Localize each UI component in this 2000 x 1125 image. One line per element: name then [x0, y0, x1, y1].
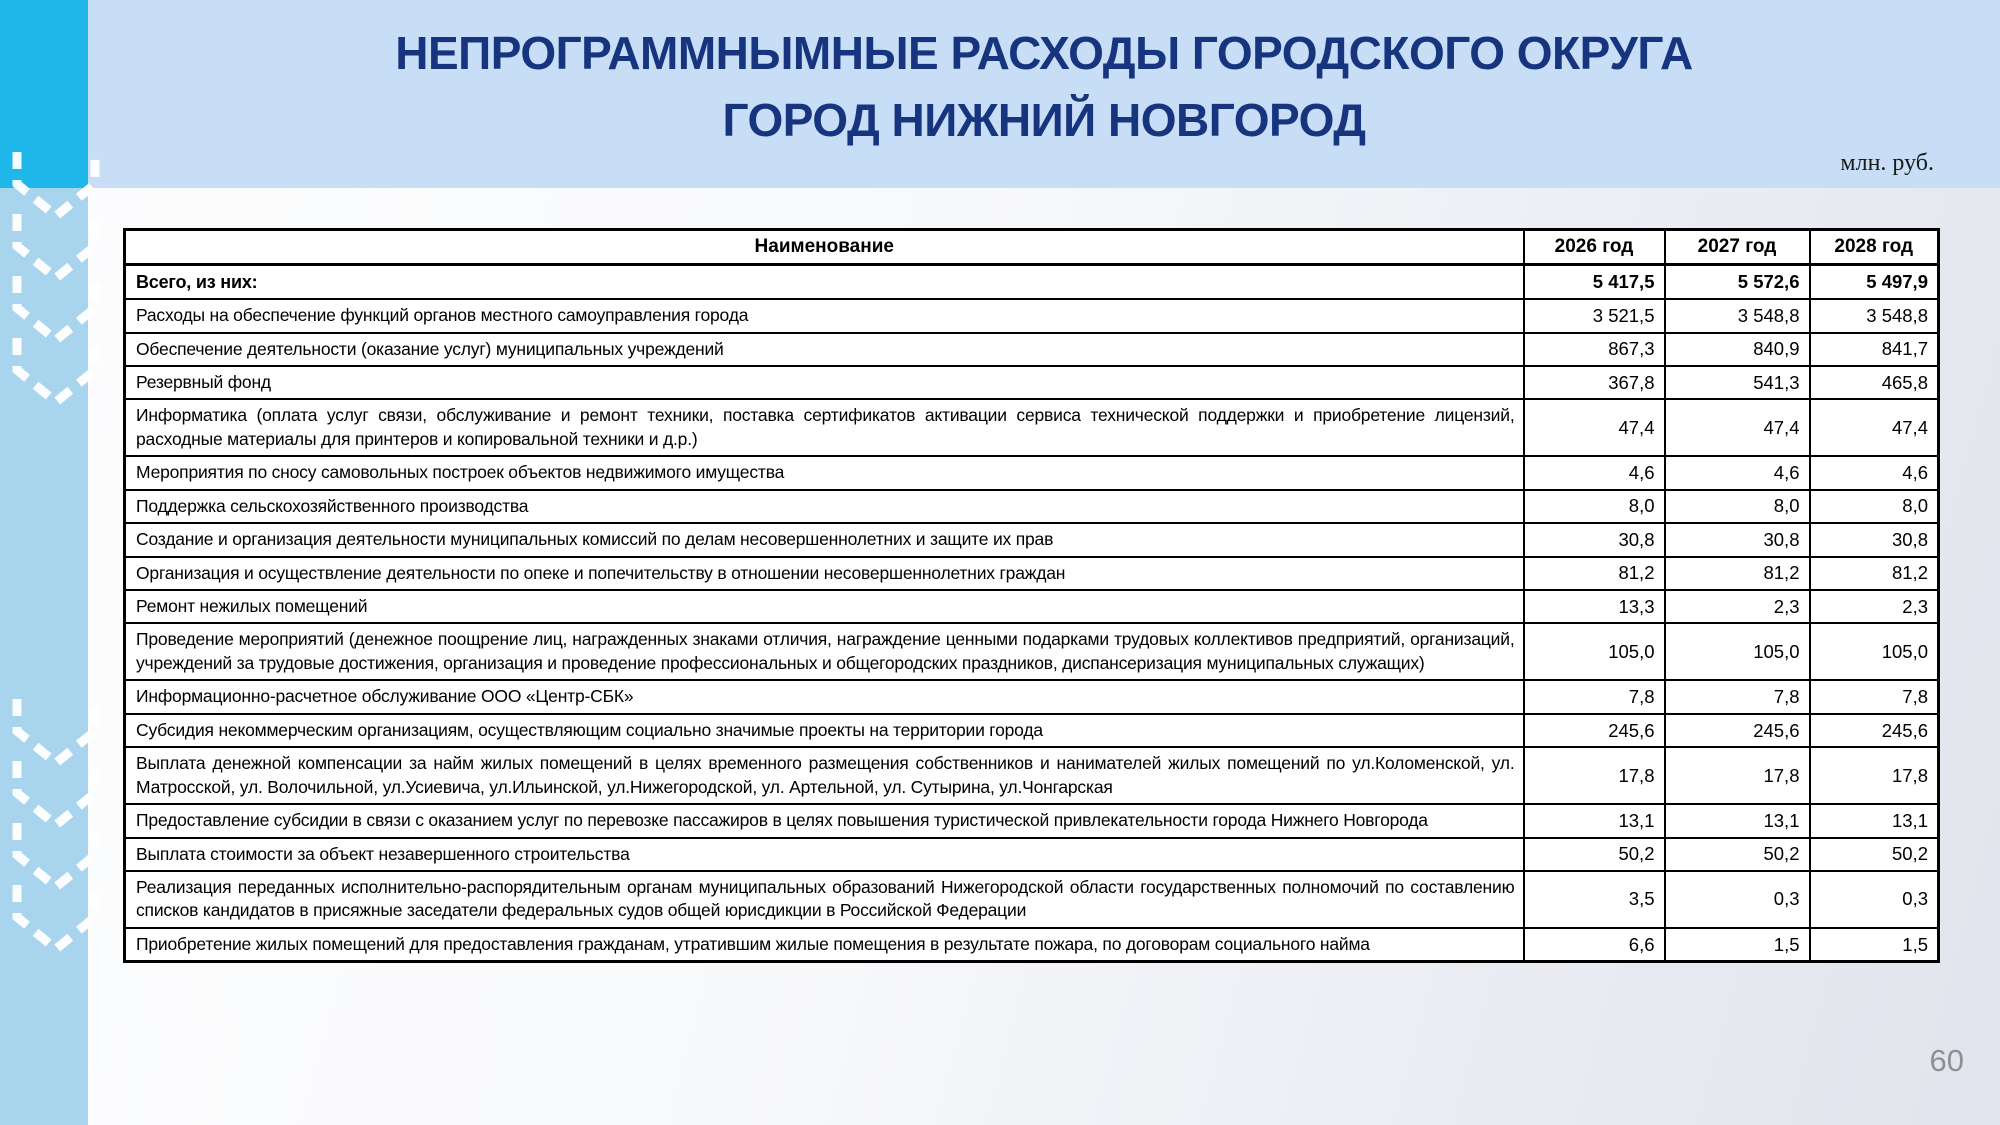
row-value: 8,0 — [1524, 490, 1665, 523]
table-row — [125, 928, 1939, 962]
row-name: Приобретение жилых помещений для предоставления гражданам, утратившим жилые помещения в результате пожара, по договорам социального найма — [125, 928, 1524, 962]
row-value: 47,4 — [1810, 399, 1939, 456]
row-value: 47,4 — [1665, 399, 1810, 456]
row-value: 5 417,5 — [1524, 265, 1665, 300]
chevron-down-icon — [8, 148, 118, 408]
row-value: 3 548,8 — [1810, 299, 1939, 332]
row-value: 2,3 — [1810, 590, 1939, 623]
row-value: 47,4 — [1524, 399, 1665, 456]
row-value: 50,2 — [1810, 838, 1939, 871]
column-header-name: Наименование — [125, 230, 1524, 265]
row-name: Ремонт нежилых помещений — [125, 590, 1524, 623]
row-value: 3 521,5 — [1524, 299, 1665, 332]
row-value: 841,7 — [1810, 333, 1939, 366]
row-value: 4,6 — [1810, 456, 1939, 489]
table-row — [125, 838, 1939, 871]
column-header-2026: 2026 год — [1524, 230, 1665, 265]
row-value: 7,8 — [1524, 680, 1665, 713]
row-value: 3 548,8 — [1665, 299, 1810, 332]
row-value: 17,8 — [1524, 747, 1665, 804]
expenses-table-wrap — [123, 228, 1940, 963]
row-name: Предоставление субсидии в связи с оказанием услуг по перевозке пассажиров в целях повышения туристической привлекательности города Нижнего Новгорода — [125, 804, 1524, 837]
table-row — [125, 590, 1939, 623]
row-value: 50,2 — [1665, 838, 1810, 871]
table-row — [125, 714, 1939, 747]
row-name: Проведение мероприятий (денежное поощрение лиц, награжденных знаками отличия, награждение ценными подарками трудовых коллективов предприятий, организаций, учреждений за трудовые достижения, организация и проведение профессиональных и общегородских праздников, диспансеризация муниципальных служащих) — [125, 623, 1524, 680]
table-row — [125, 523, 1939, 556]
row-value: 81,2 — [1524, 557, 1665, 590]
expenses-table-body — [125, 265, 1939, 962]
table-header-row — [125, 230, 1939, 265]
row-value: 367,8 — [1524, 366, 1665, 399]
row-value: 7,8 — [1810, 680, 1939, 713]
row-value: 2,3 — [1665, 590, 1810, 623]
row-name: Расходы на обеспечение функций органов местного самоуправления города — [125, 299, 1524, 332]
row-value: 0,3 — [1810, 871, 1939, 928]
table-row — [125, 333, 1939, 366]
row-value: 105,0 — [1810, 623, 1939, 680]
row-value: 105,0 — [1524, 623, 1665, 680]
row-name: Мероприятия по сносу самовольных построек объектов недвижимого имущества — [125, 456, 1524, 489]
row-value: 30,8 — [1665, 523, 1810, 556]
row-value: 81,2 — [1810, 557, 1939, 590]
row-name: Информатика (оплата услуг связи, обслуживание и ремонт техники, поставка сертификатов активации сервиса технической поддержки и приобретение лицензий, расходные материалы для принтеров и копировальной техники и д.р.) — [125, 399, 1524, 456]
row-value: 1,5 — [1810, 928, 1939, 962]
row-name: Информационно-расчетное обслуживание ООО «Центр-СБК» — [125, 680, 1524, 713]
row-value: 0,3 — [1665, 871, 1810, 928]
table-row — [125, 456, 1939, 489]
row-value: 30,8 — [1524, 523, 1665, 556]
table-row — [125, 490, 1939, 523]
row-name: Субсидия некоммерческим организациям, осуществляющим социально значимые проекты на территории города — [125, 714, 1524, 747]
expenses-table — [123, 228, 1940, 963]
row-name: Обеспечение деятельности (оказание услуг) муниципальных учреждений — [125, 333, 1524, 366]
table-row — [125, 623, 1939, 680]
row-value: 3,5 — [1524, 871, 1665, 928]
row-value: 17,8 — [1665, 747, 1810, 804]
row-value: 840,9 — [1665, 333, 1810, 366]
page-number: 60 — [1929, 1043, 1964, 1078]
row-name: Организация и осуществление деятельности по опеке и попечительству в отношении несовершеннолетних граждан — [125, 557, 1524, 590]
row-name: Создание и организация деятельности муниципальных комиссий по делам несовершеннолетних и защите их прав — [125, 523, 1524, 556]
table-row — [125, 399, 1939, 456]
row-name: Поддержка сельскохозяйственного производства — [125, 490, 1524, 523]
column-header-2028: 2028 год — [1810, 230, 1939, 265]
row-value: 465,8 — [1810, 366, 1939, 399]
row-value: 13,1 — [1665, 804, 1810, 837]
row-value: 245,6 — [1810, 714, 1939, 747]
row-value: 13,1 — [1524, 804, 1665, 837]
row-name: Выплата стоимости за объект незавершенного строительства — [125, 838, 1524, 871]
row-value: 4,6 — [1665, 456, 1810, 489]
table-row — [125, 366, 1939, 399]
page-title-line2: ГОРОД НИЖНИЙ НОВГОРОД — [722, 93, 1366, 146]
row-value: 13,1 — [1810, 804, 1939, 837]
page-title — [88, 20, 2000, 153]
row-value: 6,6 — [1524, 928, 1665, 962]
row-value: 5 572,6 — [1665, 265, 1810, 300]
page-title-line1: НЕПРОГРАММНЫМНЫЕ РАСХОДЫ ГОРОДСКОГО ОКРУГА — [395, 27, 1693, 79]
row-value: 13,3 — [1524, 590, 1665, 623]
row-value: 245,6 — [1665, 714, 1810, 747]
row-value: 5 497,9 — [1810, 265, 1939, 300]
row-value: 245,6 — [1524, 714, 1665, 747]
column-header-2027: 2027 год — [1665, 230, 1810, 265]
row-name: Выплата денежной компенсации за найм жилых помещений в целях временного размещения собственников и нанимателей жилых помещений по ул.Коломенской, ул. Матросской, ул. Волочильной, ул.Усиевича, ул.Ильинской, ул.Нижегородской, ул. Артельной, ул. Сутырина, ул.Чонгарская — [125, 747, 1524, 804]
row-value: 8,0 — [1665, 490, 1810, 523]
table-row — [125, 804, 1939, 837]
row-value: 50,2 — [1524, 838, 1665, 871]
table-row — [125, 265, 1939, 300]
row-value: 1,5 — [1665, 928, 1810, 962]
row-value: 17,8 — [1810, 747, 1939, 804]
row-value: 30,8 — [1810, 523, 1939, 556]
row-value: 105,0 — [1665, 623, 1810, 680]
row-value: 867,3 — [1524, 333, 1665, 366]
row-value: 7,8 — [1665, 680, 1810, 713]
table-row — [125, 299, 1939, 332]
table-row — [125, 557, 1939, 590]
row-name: Резервный фонд — [125, 366, 1524, 399]
row-value: 8,0 — [1810, 490, 1939, 523]
table-row — [125, 871, 1939, 928]
row-value: 541,3 — [1665, 366, 1810, 399]
row-value: 4,6 — [1524, 456, 1665, 489]
row-name: Всего, из них: — [125, 265, 1524, 300]
row-value: 81,2 — [1665, 557, 1810, 590]
table-row — [125, 680, 1939, 713]
row-name: Реализация переданных исполнительно-распорядительным органам муниципальных образований Нижегородской области государственных полномочий по составлению списков кандидатов в присяжные заседатели федеральных судов общей юрисдикции в Российской Федерации — [125, 871, 1524, 928]
chevron-down-icon — [8, 695, 118, 955]
table-row — [125, 747, 1939, 804]
units-label: млн. руб. — [1840, 150, 1934, 176]
